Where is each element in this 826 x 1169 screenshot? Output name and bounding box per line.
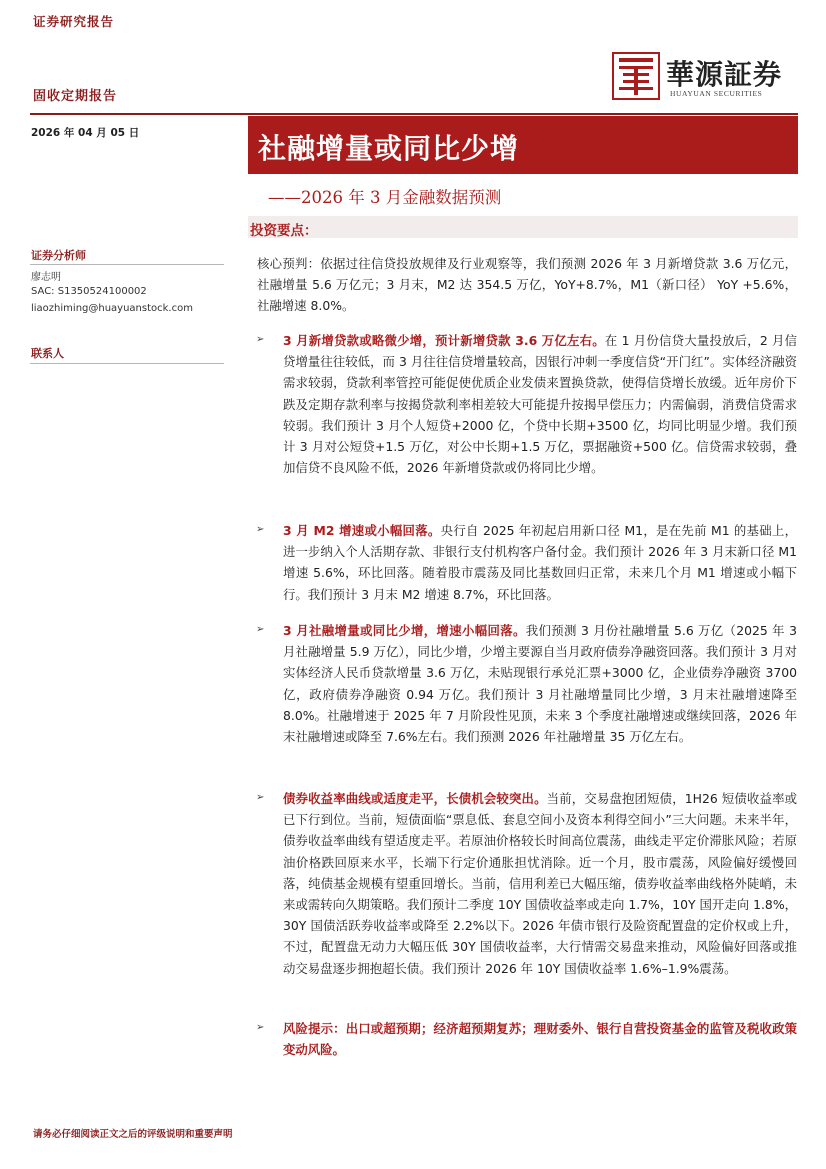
- logo-name-en: HUAYUAN SECURITIES: [670, 89, 763, 98]
- analyst-sac: SAC: S1350524100002: [31, 286, 147, 297]
- arrow-bullet-icon: ➢: [256, 334, 265, 345]
- analyst-heading: 证券分析师: [31, 249, 86, 262]
- report-subtype: 固收定期报告: [33, 89, 118, 104]
- report-title: 社融增量或同比少增: [258, 132, 520, 165]
- point-lead: 3 月新增贷款或略微少增，预计新增贷款 3.6 万亿左右。: [283, 333, 605, 348]
- header-divider: [30, 113, 798, 115]
- key-points-label: 投资要点：: [250, 223, 318, 239]
- point-bond-yield: [283, 788, 797, 979]
- core-forecast-paragraph: 核心预判：依据过往信贷投放规律及行业观察等，我们预测 2026 年 3 月新增贷款 3.6 万亿元，社融增量 5.6 万亿元；3 月末，M2 达 354.5 万亿，YoY+8.7%，M1（新口径） YoY +5.6%，社融增速 8.0%。: [257, 256, 797, 314]
- point-social-financing: [283, 620, 797, 747]
- point-lead: 风险提示：出口或超预期；经济超预期复苏；理财委外、银行自营投资基金的监管及税收政策变动风险。: [283, 1021, 797, 1058]
- report-subtitle: ——2026 年 3 月金融数据预测: [268, 188, 502, 207]
- company-logo: [612, 52, 792, 102]
- arrow-bullet-icon: ➢: [256, 524, 265, 535]
- point-text: 在 1 月份信贷大量投放后，2 月信贷增量往往较低，而 3 月往往信贷增量较高，因银行冲刺一季度信贷“开门红”。实体经济融资需求较弱，贷款利率管控可能促使优质企业发债来置换贷款，使得信贷增长放缓。近年房价下跌及定期存款利率与按揭贷款利率相差较大可能提升按揭早偿压力；内需偏弱，消费信贷需求较弱。我们预计 3 月个人短贷+2000 亿，个贷中长期+3500 亿，均同比明显少增。我们预计 3 月对公短贷+1.5 万亿，对公中长期+1.5 万亿，票据融资+500 亿。信贷需求较弱，叠加信贷不良风险不低，2026 年新增贷款或仍将同比少增。: [283, 333, 797, 476]
- logo-name-cn: 華源証券: [666, 58, 783, 91]
- arrow-bullet-icon: ➢: [256, 1022, 265, 1033]
- sidebar-divider: [30, 363, 224, 364]
- point-text: 我们预测 3 月份社融增量 5.6 万亿（2025 年 3 月社融增量 5.9 万亿），同比少增，少增主要源自当月政府债券净融资回落。我们预计 3 月对实体经济人民币贷款增量 3.6 万亿，未贴现银行承兑汇票+3000 亿，企业债券净融资 3700 亿，政府债券净融资 0.94 万亿。我们预计 3 月社融增量同比少增，3 月末社融增速降至 8.0%。社融增速于 2025 年 7 月阶段性见顶，未来 3 个季度社融增速或继续回落，2026 年末社融增速或降至 7.6%左右。我们预测 2026 年社融增量 35 万亿左右。: [283, 623, 797, 745]
- huayuan-logo-icon: [612, 52, 660, 100]
- analyst-email[interactable]: liaozhiming@huayuanstock.com: [31, 303, 193, 314]
- report-type: 证券研究报告: [33, 14, 115, 29]
- point-m2: [283, 520, 797, 605]
- key-points-bar: [248, 216, 798, 238]
- point-text: 当前，交易盘抱团短债，1H26 短债收益率或已下行到位。当前，短债面临“票息低、套息空间小及资本利得空间小”三大问题。未来半年，债券收益率曲线有望适度走平。若原油价格较长时间高位震荡，曲线走平定价滞胀风险；若原油价格跌回原来水平，长端下行定价通胀担忧消除。近一个月，股市震荡，风险偏好缓慢回落，纯债基金规模有望重回增长。当前，信用利差已大幅压缩，债券收益率曲线格外陡峭，未来或需转向久期策略。我们预计二季度 10Y 国债收益率或走向 1.7%，10Y 国开走向 1.8%，30Y 国债活跃券收益率或降至 2.2%以下。2026 年债市银行及险资配置盘的定价权或上升，不过，配置盘无动力大幅压低 30Y 国债收益率，大行情需交易盘来推动，风险偏好回落或推动交易盘逐步拥抱超长债。我们预计 2026 年 10Y 国债收益率 1.6%–1.9%震荡。: [283, 791, 798, 976]
- analyst-name: 廖志明: [31, 272, 61, 283]
- point-risk: [283, 1018, 797, 1060]
- arrow-bullet-icon: ➢: [256, 624, 265, 635]
- point-lead: 3 月社融增量或同比少增，增速小幅回落。: [283, 623, 526, 638]
- disclaimer-footer: 请务必仔细阅读正文之后的评级说明和重要声明: [33, 1129, 233, 1140]
- report-date: 2026 年 04 月 05 日: [31, 127, 140, 139]
- point-text: 央行自 2025 年初起启用新口径 M1，是在先前 M1 的基础上，进一步纳入个人活期存款、非银行支付机构客户备付金。我们预计 2026 年 3 月末新口径 M1 增速 5.6%，环比回落。随着股市震荡及同比基数回归正常，未来几个月 M1 增速或小幅下行。我们预计 3 月末 M2 增速 8.7%，环比回落。: [283, 523, 798, 602]
- sidebar-divider: [30, 264, 224, 265]
- arrow-bullet-icon: ➢: [256, 792, 265, 803]
- point-lead: 债券收益率曲线或适度走平，长债机会较突出。: [283, 791, 547, 806]
- point-loans: [283, 330, 797, 478]
- contact-heading: 联系人: [31, 347, 64, 360]
- point-lead: 3 月 M2 增速或小幅回落。: [283, 523, 441, 538]
